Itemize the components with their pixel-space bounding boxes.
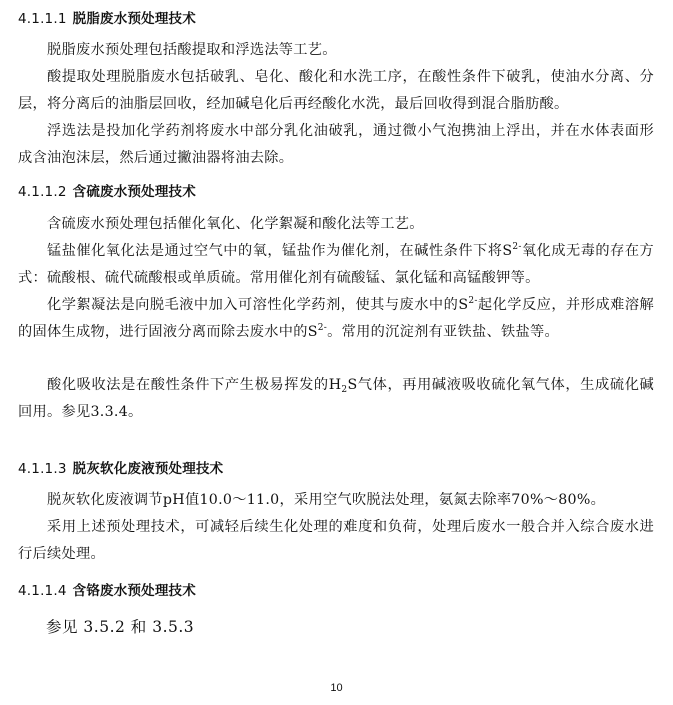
text-run: 。常用的沉淀剂有亚铁盐、铁盐等。	[327, 324, 559, 340]
text-run: 酸化吸收法是在酸性条件下产生极易挥发的H	[47, 377, 342, 393]
section-heading-4-1-1-3	[18, 457, 223, 477]
superscript: 2-	[468, 296, 478, 306]
page-number: 10	[330, 682, 343, 694]
section-title: 含硫废水预处理技术	[72, 184, 196, 200]
section-number: 4.1.1.3	[18, 461, 67, 477]
paragraph	[18, 238, 654, 292]
paragraph: 脱脂废水预处理包括酸提取和浮选法等工艺。	[47, 42, 337, 58]
text-run: 起化学反应，并形成难溶解的固体生成物，进行固液分离而除去废水中的S	[18, 297, 654, 340]
paragraph: 含硫废水预处理包括催化氧化、化学絮凝和酸化法等工艺。	[47, 216, 424, 232]
section-heading-4-1-1-4	[18, 579, 196, 599]
section-title: 脱灰软化废液预处理技术	[72, 461, 224, 477]
text-run: 氧化成无毒的存在方式：硫酸根、硫代硫酸根或单质硫。常用催化剂有硫酸锰、氯化锰和高锰酸钾等。	[18, 243, 654, 286]
section-title: 脱脂废水预处理技术	[72, 11, 196, 27]
section-title: 含铬废水预处理技术	[72, 583, 196, 599]
superscript: 2-	[317, 323, 328, 333]
section-number: 4.1.1.1	[18, 11, 67, 27]
paragraph: 采用上述预处理技术，可减轻后续生化处理的难度和负荷，处理后废水一般合并入综合废水进行后续处理。	[18, 519, 654, 562]
text-run: 化学絮凝法是向脱毛液中加入可溶性化学药剂，使其与废水中的S	[47, 297, 469, 313]
subscript: 2	[341, 385, 348, 395]
paragraph	[18, 292, 654, 346]
paragraph: 浮选法是投加化学药剂将废水中部分乳化油破乳，通过微小气泡携油上浮出，并在水体表面形成含油泡沫层，然后通过撇油器将油去除。	[18, 123, 654, 166]
superscript: 2-	[512, 242, 522, 252]
paragraph: 酸提取处理脱脂废水包括破乳、皂化、酸化和水洗工序，在酸性条件下破乳，使油水分离、分层，将分离后的油脂层回收，经加碱皂化后再经酸化水洗，最后回收得到混合脂肪酸。	[18, 69, 654, 112]
paragraph: 脱灰软化废液调节pH值10.0～11.0，采用空气吹脱法处理，氨氮去除率70%～80%。	[47, 492, 606, 508]
text-run: 锰盐催化氧化法是通过空气中的氧，锰盐作为催化剂，在碱性条件下将S	[47, 243, 513, 259]
section-number: 4.1.1.2	[18, 184, 67, 200]
paragraph	[18, 372, 654, 426]
section-heading-4-1-1-2	[18, 180, 196, 200]
section-heading-4-1-1-1	[18, 7, 196, 27]
paragraph: 参见 3.5.2 和 3.5.3	[46, 618, 195, 636]
text-run: S气体，再用碱液吸收硫化氧气体，生成硫化碱回用。参见3.3.4。	[18, 377, 655, 420]
section-number: 4.1.1.4	[18, 583, 67, 599]
